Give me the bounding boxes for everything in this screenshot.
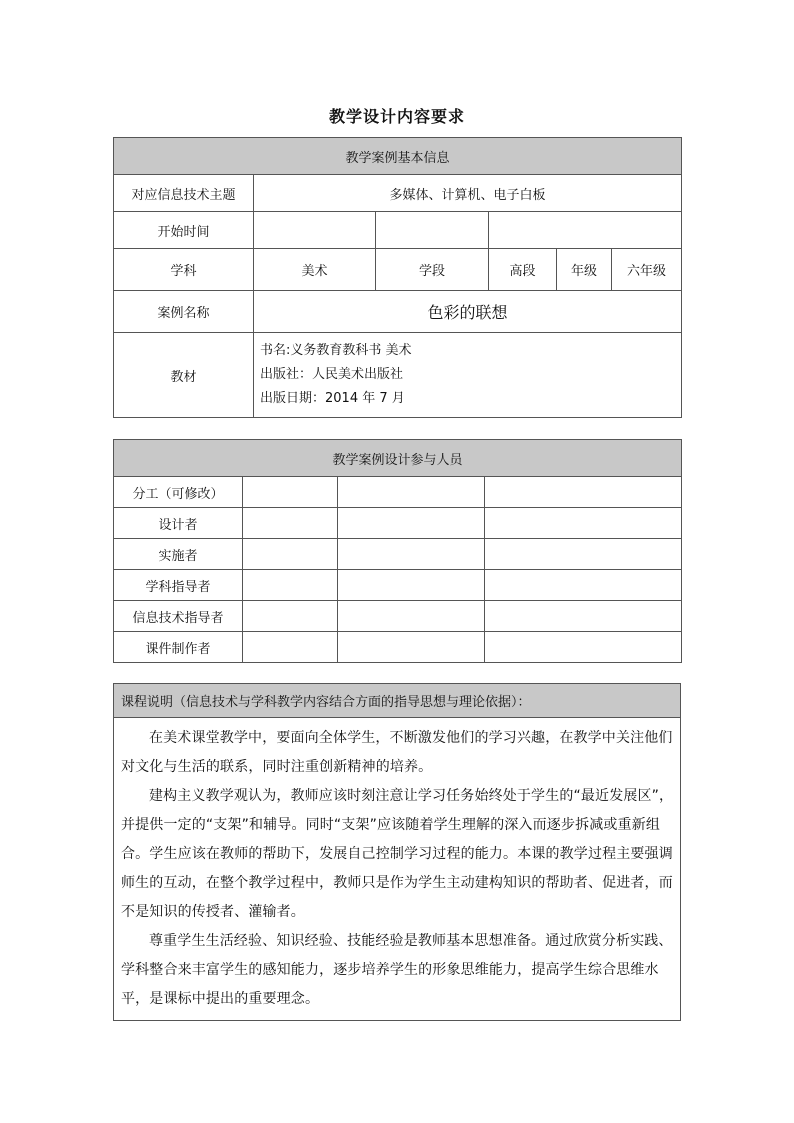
role-cell xyxy=(338,601,485,632)
role-label: 信息技术指导者 xyxy=(114,601,243,632)
start-time-label: 开始时间 xyxy=(114,212,254,249)
participants-table xyxy=(113,439,682,663)
stage-label: 学段 xyxy=(376,249,489,291)
textbook-title: 书名:义务教育教科书 美术 xyxy=(260,343,412,358)
topic-label: 对应信息技术主题 xyxy=(114,175,254,212)
role-label: 课件制作者 xyxy=(114,632,243,663)
course-description-body xyxy=(114,718,681,1021)
page-title: 教学设计内容要求 xyxy=(328,107,465,126)
basic-info-table xyxy=(113,137,682,418)
course-description-header: 课程说明（信息技术与学科教学内容结合方面的指导思想与理论依据）： xyxy=(114,684,681,718)
textbook-publisher: 出版社：人民美术出版社 xyxy=(260,367,404,382)
textbook-details xyxy=(254,333,682,418)
role-cell xyxy=(243,570,338,601)
subject-label: 学科 xyxy=(114,249,254,291)
start-time-cell-3 xyxy=(489,212,682,249)
role-cell xyxy=(338,570,485,601)
grade-value: 六年级 xyxy=(612,249,682,291)
role-cell xyxy=(243,508,338,539)
role-cell xyxy=(338,508,485,539)
role-cell xyxy=(338,632,485,663)
role-label: 实施者 xyxy=(114,539,243,570)
role-cell xyxy=(338,477,485,508)
role-cell xyxy=(485,570,682,601)
description-paragraph: 在美术课堂教学中，要面向全体学生，不断激发他们的学习兴趣，在教学中关注他们对文化与生活的联系，同时注重创新精神的培养。 xyxy=(121,730,673,775)
stage-value: 高段 xyxy=(489,249,557,291)
course-description-table xyxy=(113,683,681,1021)
role-cell xyxy=(338,539,485,570)
role-label: 设计者 xyxy=(114,508,243,539)
description-paragraph: 尊重学生生活经验、知识经验、技能经验是教师基本思想准备。通过欣赏分析实践、学科整合来丰富学生的感知能力，逐步培养学生的形象思维能力，提高学生综合思维水平，是课标中提出的重要理念。 xyxy=(121,933,673,1007)
role-cell xyxy=(485,632,682,663)
role-cell xyxy=(485,601,682,632)
role-label: 分工（可修改） xyxy=(114,477,243,508)
basic-info-header: 教学案例基本信息 xyxy=(114,138,682,175)
participants-header: 教学案例设计参与人员 xyxy=(114,440,682,477)
description-paragraph: 建构主义教学观认为，教师应该时刻注意让学习任务始终处于学生的“最近发展区”，并提供一定的“支架”和辅导。同时“支架”应该随着学生理解的深入而逐步拆减或重新组合。学生应该在教师的帮助下，发展自己控制学习过程的能力。本课的教学过程主要强调师生的互动，在整个教学过程中，教师只是作为学生主动建构知识的帮助者、促进者，而不是知识的传授者、灌输者。 xyxy=(121,788,674,920)
role-cell xyxy=(243,632,338,663)
textbook-date: 出版日期：2014 年 7 月 xyxy=(260,391,405,406)
role-cell xyxy=(485,539,682,570)
role-cell xyxy=(243,539,338,570)
grade-label: 年级 xyxy=(557,249,612,291)
role-cell xyxy=(485,477,682,508)
textbook-label: 教材 xyxy=(114,333,254,418)
start-time-cell-2 xyxy=(376,212,489,249)
role-cell xyxy=(243,601,338,632)
start-time-cell-1 xyxy=(254,212,376,249)
case-name-value: 色彩的联想 xyxy=(254,291,682,333)
case-name-label: 案例名称 xyxy=(114,291,254,333)
topic-value: 多媒体、计算机、电子白板 xyxy=(254,175,682,212)
role-cell xyxy=(243,477,338,508)
subject-value: 美术 xyxy=(254,249,376,291)
role-label: 学科指导者 xyxy=(114,570,243,601)
role-cell xyxy=(485,508,682,539)
